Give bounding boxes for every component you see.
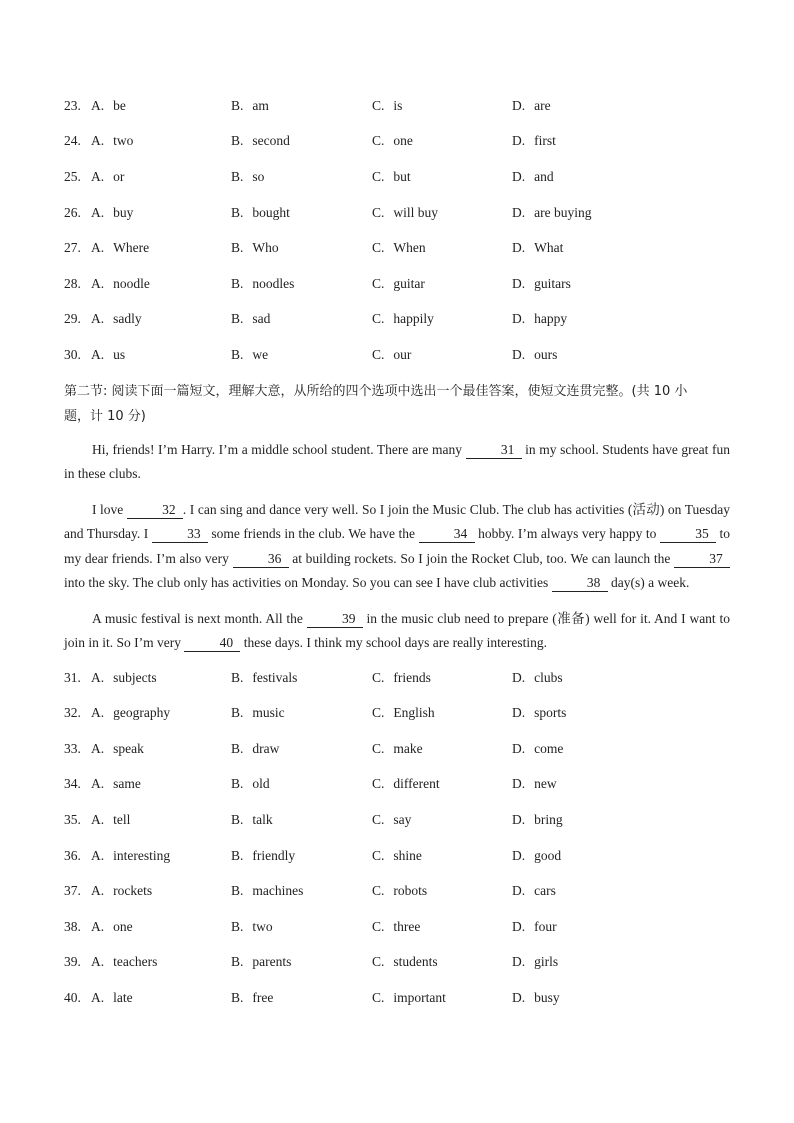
option-text: come — [534, 740, 564, 756]
question-row — [64, 695, 730, 731]
option-text: talk — [252, 811, 273, 827]
answer-option — [512, 169, 554, 185]
option-text: our — [393, 346, 412, 362]
answer-option — [372, 205, 512, 221]
question-row — [64, 266, 730, 302]
answer-option — [372, 741, 512, 757]
option-text: speak — [113, 740, 144, 756]
option-letter: B. — [231, 883, 244, 899]
option-text: or — [113, 168, 125, 184]
question-row — [64, 731, 730, 767]
option-text: English — [393, 705, 435, 721]
question-number: 30. — [64, 346, 81, 362]
answer-option — [372, 954, 512, 970]
option-letter: D. — [512, 346, 526, 362]
option-text: guitar — [393, 275, 425, 291]
question-number: 28. — [64, 275, 81, 291]
option-letter: B. — [231, 954, 244, 970]
passage-text: in the music club need to prepare (准备) well for it. And I want to join in it. So I’m very — [64, 610, 731, 651]
option-text: same — [113, 776, 141, 792]
option-text: robots — [393, 883, 428, 899]
blank-number: 36 — [233, 551, 289, 568]
option-text: important — [393, 989, 446, 1005]
option-letter: B. — [231, 669, 244, 685]
option-letter: B. — [231, 204, 244, 220]
option-letter: A. — [91, 311, 105, 327]
blank-number: 34 — [419, 526, 475, 543]
answer-option — [512, 133, 556, 149]
option-letter: B. — [231, 311, 244, 327]
option-text: make — [393, 740, 423, 756]
answer-option — [372, 169, 512, 185]
option-letter: B. — [231, 811, 244, 827]
answer-option — [91, 776, 231, 792]
question-number: 37. — [64, 883, 81, 899]
answer-option — [91, 347, 231, 363]
option-letter: C. — [372, 740, 385, 756]
option-text: Where — [113, 240, 150, 256]
option-text: three — [393, 918, 421, 934]
answer-option — [91, 276, 231, 292]
option-text: one — [113, 918, 133, 934]
answer-option — [512, 776, 557, 792]
question-number: 31. — [64, 669, 81, 685]
option-letter: C. — [372, 311, 385, 327]
passage-text: in my school. Students have great fun in these clubs. — [64, 441, 730, 482]
answer-option — [372, 812, 512, 828]
answer-option — [512, 741, 563, 757]
option-letter: A. — [91, 740, 105, 756]
option-letter: B. — [231, 776, 244, 792]
option-letter: A. — [91, 275, 105, 291]
option-text: be — [113, 97, 126, 113]
option-text: but — [393, 168, 411, 184]
answer-option — [91, 954, 231, 970]
option-letter: D. — [512, 311, 526, 327]
question-row — [64, 230, 730, 266]
passage-text: hobby. I’m always very happy to — [474, 526, 660, 542]
option-text: bought — [252, 204, 290, 220]
option-text: sports — [534, 705, 567, 721]
option-letter: A. — [91, 811, 105, 827]
option-text: sadly — [113, 311, 142, 327]
option-letter: A. — [91, 168, 105, 184]
option-letter: A. — [91, 204, 105, 220]
option-text: happily — [393, 311, 434, 327]
answer-option — [231, 311, 372, 327]
option-letter: C. — [372, 776, 385, 792]
answer-option — [91, 240, 231, 256]
answer-option — [372, 240, 512, 256]
answer-option — [91, 98, 231, 114]
answer-option — [231, 883, 372, 899]
blank-number: 39 — [307, 611, 363, 628]
option-letter: A. — [91, 954, 105, 970]
question-row — [64, 980, 730, 1016]
option-text: first — [534, 133, 556, 149]
option-letter: A. — [91, 989, 105, 1005]
option-text: friendly — [252, 847, 296, 863]
answer-option — [231, 990, 372, 1006]
option-letter: A. — [91, 133, 105, 149]
option-letter: C. — [372, 133, 385, 149]
blank-number: 35 — [660, 526, 716, 543]
blank-number: 40 — [184, 635, 240, 652]
option-letter: D. — [512, 133, 526, 149]
option-text: parents — [252, 954, 292, 970]
option-text: draw — [252, 740, 280, 756]
option-text: interesting — [113, 847, 171, 863]
option-letter: A. — [91, 705, 105, 721]
option-text: are — [534, 97, 551, 113]
answer-option — [231, 670, 372, 686]
option-text: guitars — [534, 275, 571, 291]
answer-option — [512, 848, 561, 864]
option-text: free — [252, 989, 274, 1005]
answer-option — [231, 919, 372, 935]
question-number: 33. — [64, 740, 81, 756]
question-number: 38. — [64, 918, 81, 934]
question-number: 25. — [64, 168, 81, 184]
answer-option — [91, 812, 231, 828]
option-letter: C. — [372, 204, 385, 220]
answer-option — [512, 954, 558, 970]
option-text: is — [393, 97, 403, 113]
answer-option — [231, 848, 372, 864]
option-text: new — [534, 776, 557, 792]
question-row — [64, 802, 730, 838]
answer-option — [91, 205, 231, 221]
answer-option — [372, 98, 512, 114]
option-text: shine — [393, 847, 422, 863]
option-text: tell — [113, 811, 131, 827]
option-text: and — [534, 168, 554, 184]
option-letter: B. — [231, 346, 244, 362]
option-text: one — [393, 133, 413, 149]
passage-text: some friends in the club. We have the — [207, 526, 419, 542]
question-number: 34. — [64, 776, 81, 792]
blank-number: 31 — [466, 442, 522, 459]
section-heading-line-2: 题，计 10 分) — [64, 408, 146, 424]
option-text: When — [393, 240, 426, 256]
option-letter: D. — [512, 811, 526, 827]
option-letter: C. — [372, 954, 385, 970]
option-letter: C. — [372, 989, 385, 1005]
answer-option — [512, 311, 567, 327]
answer-option — [372, 347, 512, 363]
option-letter: A. — [91, 776, 105, 792]
passage-paragraph-1 — [64, 438, 730, 487]
option-letter: D. — [512, 883, 526, 899]
answer-option — [231, 347, 372, 363]
answer-option — [231, 954, 372, 970]
answer-option — [91, 705, 231, 721]
answer-option — [231, 812, 372, 828]
option-letter: A. — [91, 240, 105, 256]
option-text: machines — [252, 883, 304, 899]
option-text: rockets — [113, 883, 153, 899]
option-letter: B. — [231, 275, 244, 291]
option-letter: C. — [372, 669, 385, 685]
answer-option — [231, 240, 372, 256]
question-row — [64, 302, 730, 338]
option-letter: C. — [372, 240, 385, 256]
question-row — [64, 159, 730, 195]
option-text: What — [534, 240, 564, 256]
question-number: 23. — [64, 97, 81, 113]
answer-option — [372, 990, 512, 1006]
answer-option — [512, 883, 556, 899]
answer-option — [231, 705, 372, 721]
answer-option — [372, 670, 512, 686]
question-row — [64, 88, 730, 124]
option-text: cars — [534, 883, 556, 899]
question-row — [64, 945, 730, 981]
option-text: students — [393, 954, 438, 970]
option-text: music — [252, 705, 285, 721]
answer-option — [512, 812, 563, 828]
answer-option — [231, 98, 372, 114]
passage-text: these days. I think my school days are really interesting. — [240, 635, 548, 651]
section-2-heading — [64, 379, 730, 429]
blank-number: 38 — [552, 575, 608, 592]
answer-option — [512, 240, 563, 256]
option-letter: C. — [372, 883, 385, 899]
question-number: 35. — [64, 811, 81, 827]
answer-option — [91, 670, 231, 686]
option-text: four — [534, 918, 557, 934]
option-text: friends — [393, 669, 431, 685]
option-letter: C. — [372, 346, 385, 362]
passage-text: I love — [92, 501, 127, 517]
question-list-23-30 — [64, 88, 730, 373]
option-text: bring — [534, 811, 563, 827]
option-text: old — [252, 776, 270, 792]
answer-option — [91, 133, 231, 149]
answer-option — [231, 776, 372, 792]
answer-option — [512, 919, 557, 935]
answer-option — [372, 848, 512, 864]
passage-text: Hi, friends! I’m Harry. I’m a middle school student. There are many — [92, 441, 466, 457]
option-text: happy — [534, 311, 568, 327]
option-letter: C. — [372, 168, 385, 184]
option-letter: D. — [512, 847, 526, 863]
option-letter: B. — [231, 918, 244, 934]
option-letter: D. — [512, 669, 526, 685]
option-letter: D. — [512, 240, 526, 256]
question-row — [64, 873, 730, 909]
option-letter: C. — [372, 918, 385, 934]
passage-text: into the sky. The club only has activities on Monday. So you can see I have club activities — [64, 575, 552, 591]
answer-option — [372, 705, 512, 721]
option-letter: A. — [91, 918, 105, 934]
question-list-31-40 — [64, 660, 730, 1016]
answer-option — [372, 133, 512, 149]
option-text: teachers — [113, 954, 158, 970]
option-text: buy — [113, 204, 134, 220]
question-number: 36. — [64, 847, 81, 863]
answer-option — [512, 276, 571, 292]
option-text: festivals — [252, 669, 298, 685]
answer-option — [512, 347, 557, 363]
option-letter: B. — [231, 989, 244, 1005]
answer-option — [91, 883, 231, 899]
question-number: 40. — [64, 989, 81, 1005]
passage-text: at building rockets. So I join the Rocket Club, too. We can launch the — [288, 550, 674, 566]
answer-option — [372, 276, 512, 292]
passage-text: . I can sing and dance very well. So I join the Music Club. The club has activities (活动) on Tuesday and Thursday. I — [64, 501, 730, 542]
option-text: two — [113, 133, 134, 149]
option-letter: C. — [372, 705, 385, 721]
exam-page — [64, 88, 730, 1016]
option-letter: B. — [231, 705, 244, 721]
option-text: am — [252, 97, 269, 113]
option-letter: D. — [512, 204, 526, 220]
passage-text: day(s) a week. — [607, 575, 690, 591]
answer-option — [91, 741, 231, 757]
answer-option — [91, 990, 231, 1006]
answer-option — [512, 705, 566, 721]
option-text: girls — [534, 954, 559, 970]
option-letter: A. — [91, 847, 105, 863]
answer-option — [512, 670, 563, 686]
answer-option — [372, 883, 512, 899]
question-number: 26. — [64, 204, 81, 220]
option-letter: D. — [512, 168, 526, 184]
question-number: 32. — [64, 705, 81, 721]
answer-option — [231, 133, 372, 149]
option-text: different — [393, 776, 440, 792]
question-number: 24. — [64, 133, 81, 149]
question-row — [64, 195, 730, 231]
answer-option — [91, 848, 231, 864]
option-letter: B. — [231, 133, 244, 149]
option-text: geography — [113, 705, 171, 721]
answer-option — [231, 169, 372, 185]
option-letter: C. — [372, 275, 385, 291]
blank-number: 33 — [152, 526, 208, 543]
option-text: busy — [534, 989, 560, 1005]
option-letter: B. — [231, 847, 244, 863]
option-text: we — [252, 346, 269, 362]
option-letter: A. — [91, 669, 105, 685]
passage-text: to my dear friends. I’m also very — [64, 526, 730, 566]
answer-option — [512, 990, 560, 1006]
answer-option — [91, 919, 231, 935]
option-letter: D. — [512, 989, 526, 1005]
passage-text: A music festival is next month. All the — [92, 610, 307, 626]
option-text: Who — [252, 240, 279, 256]
answer-option — [231, 205, 372, 221]
question-number: 29. — [64, 311, 81, 327]
option-letter: C. — [372, 847, 385, 863]
blank-number: 32 — [127, 502, 183, 519]
answer-option — [231, 276, 372, 292]
answer-option — [512, 98, 551, 114]
option-letter: D. — [512, 97, 526, 113]
question-number: 39. — [64, 954, 81, 970]
option-text: us — [113, 346, 126, 362]
option-letter: A. — [91, 97, 105, 113]
option-letter: D. — [512, 740, 526, 756]
option-text: late — [113, 989, 133, 1005]
blank-number: 37 — [674, 551, 730, 568]
option-letter: B. — [231, 240, 244, 256]
question-row — [64, 909, 730, 945]
answer-option — [91, 169, 231, 185]
answer-option — [372, 776, 512, 792]
option-text: clubs — [534, 669, 563, 685]
question-row — [64, 337, 730, 373]
answer-option — [372, 919, 512, 935]
option-text: second — [252, 133, 290, 149]
passage-paragraph-2 — [64, 498, 730, 596]
question-row — [64, 838, 730, 874]
answer-option — [231, 741, 372, 757]
option-letter: A. — [91, 883, 105, 899]
question-row — [64, 660, 730, 696]
option-letter: C. — [372, 811, 385, 827]
option-text: so — [252, 168, 265, 184]
option-letter: D. — [512, 776, 526, 792]
answer-option — [372, 311, 512, 327]
option-text: noodles — [252, 275, 295, 291]
option-text: sad — [252, 311, 271, 327]
option-text: will buy — [393, 204, 439, 220]
option-text: good — [534, 847, 562, 863]
passage-paragraph-3 — [64, 607, 730, 656]
question-row — [64, 124, 730, 160]
option-letter: B. — [231, 97, 244, 113]
option-text: say — [393, 811, 412, 827]
question-row — [64, 767, 730, 803]
option-letter: D. — [512, 275, 526, 291]
section-heading-line-1: 第二节: 阅读下面一篇短文，理解大意，从所给的四个选项中选出一个最佳答案，使短文连贯完整。(共 10 小 — [64, 383, 688, 399]
option-letter: C. — [372, 97, 385, 113]
option-text: ours — [534, 346, 558, 362]
option-text: subjects — [113, 669, 157, 685]
option-letter: A. — [91, 346, 105, 362]
answer-option — [91, 311, 231, 327]
option-letter: D. — [512, 918, 526, 934]
answer-option — [512, 205, 591, 221]
option-letter: B. — [231, 740, 244, 756]
option-letter: D. — [512, 705, 526, 721]
option-text: noodle — [113, 275, 150, 291]
option-text: two — [252, 918, 273, 934]
question-number: 27. — [64, 240, 81, 256]
option-letter: D. — [512, 954, 526, 970]
option-letter: B. — [231, 168, 244, 184]
option-text: are buying — [534, 204, 592, 220]
